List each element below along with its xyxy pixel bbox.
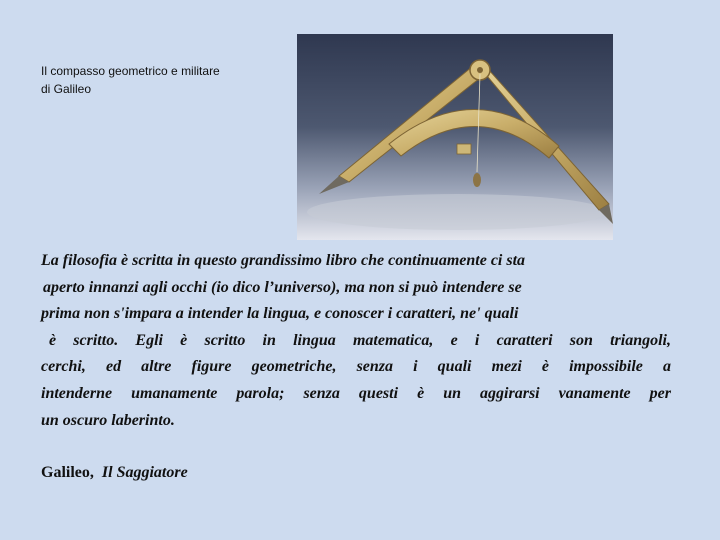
quote-line-1: La filosofia è scritta in questo grandissimo libro che continuamente ci sta [41, 252, 526, 269]
quote-line-7: un oscuro laberinto. [41, 411, 175, 429]
quote-line-6: intenderne umanamente parola; senza questi è un aggirarsi vanamente per [41, 384, 671, 402]
quote-line-5: cerchi, ed altre figure geometriche, senza i quali mezi è impossibile a [41, 358, 671, 376]
image-caption [41, 62, 220, 98]
attribution-author: Galileo, [41, 464, 94, 481]
compass-photo [297, 34, 613, 240]
quote-line-3: prima non s'impara a intender la lingua, e conoscer i caratteri, ne' quali [41, 305, 519, 323]
quote-attribution [41, 464, 188, 482]
attribution-work-title: Il Saggiatore [101, 464, 188, 481]
quote-line-4: è scritto. Egli è scritto in lingua matematica, e i caratteri son triangoli, [49, 331, 671, 349]
quote-line-2: aperto innanzi agli occhi (io dico l’universo), ma non si può intendere se [43, 278, 522, 296]
caption-line-1: Il compasso geometrico e militare [41, 64, 220, 78]
caption-line-2: di Galileo [41, 82, 92, 96]
galileo-quote [41, 248, 671, 434]
